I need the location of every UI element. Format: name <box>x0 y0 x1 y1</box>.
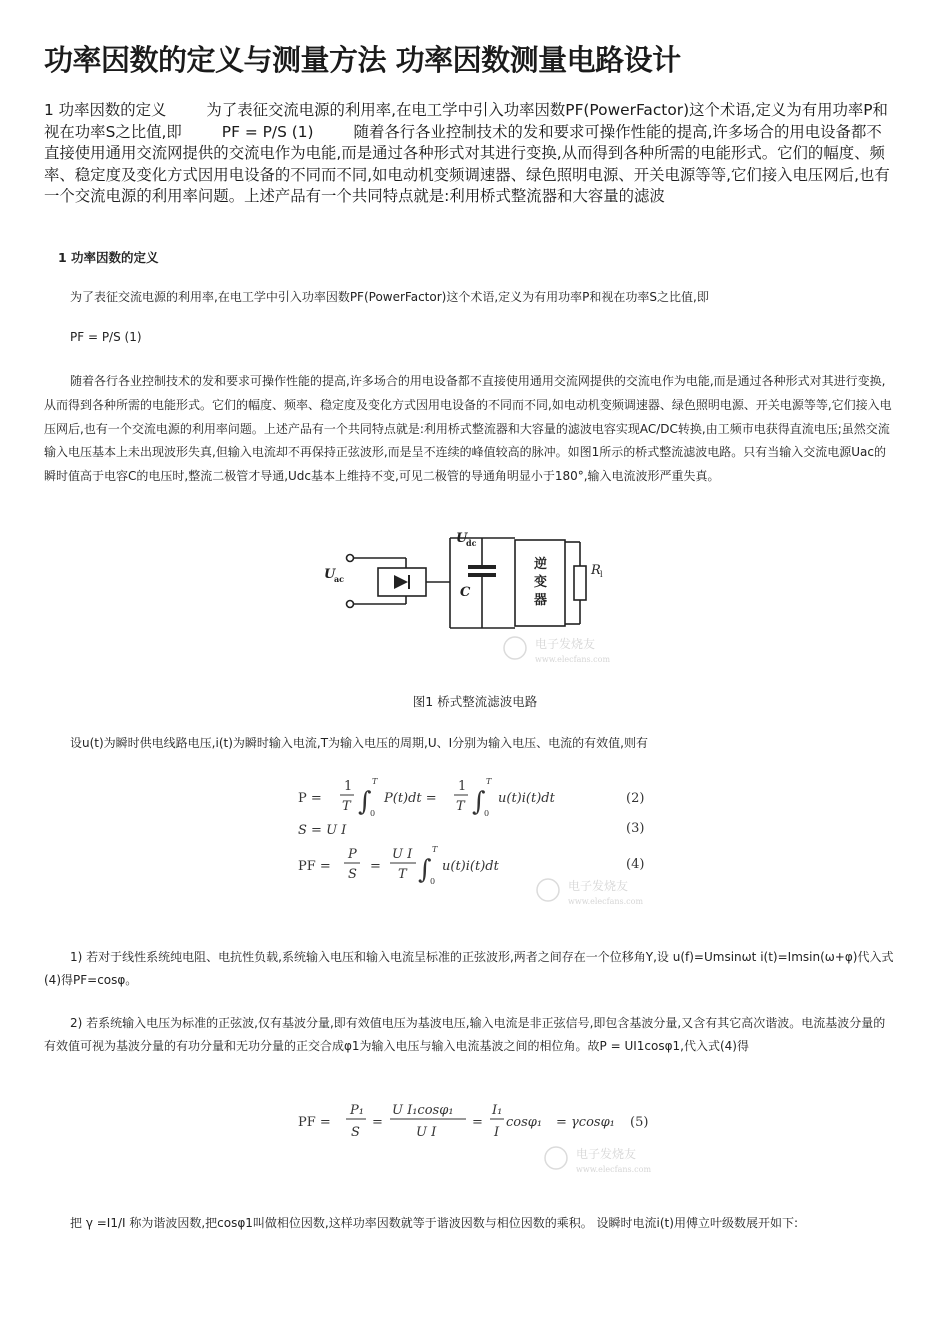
body-paragraph: 随着各行各业控制技术的发和要求可操作性能的提高,许多场合的用电设备都不直接使用通用交流网提供的交流电作为电能,而是通过各种形式对其进行变换,从而得到各种所需的电能形式。它们的幅度、频率、稳定度及变化方式因用电设备的不同而不同,如电动机变频调速器、绿色照明电源、开关电源等等,它们接入电压网后,也有一个交流电源的利用率问题。上述产品有一个共同特点就是:利用桥式整流器和大容量的滤波电容实现AC/DC转换,由工频市电获得直流电压;虽然交流输入电压基本上未出现波形失真,但输入电流却不再保持正弦波形,而是呈不连续的峰值较高的脉冲。如图1所示的桥式整流滤波电路。只有当输入交流电源Uac的瞬时值高于电容C的电压时,整流二极管才导通,Udc基本上维持不变,可见二极管的导通角明显小于180°,输入电流波形严重失真。 <box>44 374 892 484</box>
svg-text:U I: U I <box>392 847 413 862</box>
integral-icon: ∫ <box>358 787 372 817</box>
svg-text:T: T <box>432 845 438 854</box>
summary-equation: PF = P/S (1) <box>221 122 314 141</box>
diode-icon <box>394 575 408 589</box>
svg-text:电子发烧友: 电子发烧友 <box>568 879 629 893</box>
svg-text:=: = <box>472 1115 483 1130</box>
section-heading: 1 功率因数的定义 <box>58 250 159 265</box>
variables-paragraph: 设u(t)为瞬时供电线路电压,i(t)为瞬时输入电流,T为输入电压的周期,U、I分别为输入电压、电流的有效值,则有 <box>70 736 648 750</box>
equation-1: PF = P/S (1) <box>70 330 142 344</box>
svg-text:U I₁cosφ₁: U I₁cosφ₁ <box>392 1103 454 1118</box>
svg-text:PF =: PF = <box>298 859 331 874</box>
svg-text:u(t)i(t)dt: u(t)i(t)dt <box>498 791 555 806</box>
watermark <box>504 636 610 664</box>
svg-text:(2): (2) <box>626 791 645 806</box>
svg-text:www.elecfans.com: www.elecfans.com <box>576 1165 652 1174</box>
circuit-figure <box>310 528 640 678</box>
svg-text:0: 0 <box>370 809 376 818</box>
figure-caption: 图1 桥式整流滤波电路 <box>412 694 538 709</box>
svg-text:0: 0 <box>430 877 436 886</box>
watermark <box>545 1146 651 1174</box>
svg-text:1: 1 <box>344 779 353 794</box>
case-2-paragraph: 2) 若系统输入电压为标准的正弦波,仅有基波分量,即有效值电压为基波电压,输入电流是非正弦信号,即包含基波分量,又含有其它高次谐波。电流基波分量的有效值可视为基波分量的有功分量和无功分量的正交合成φ1为输入电压与输入电流基波之间的相位角。故P = UI1cosφ1,代入式(4)得 <box>44 1016 886 1053</box>
svg-text:1: 1 <box>458 779 467 794</box>
svg-text:=: = <box>370 859 381 874</box>
svg-text:P =: P = <box>298 791 322 806</box>
svg-text:www.elecfans.com: www.elecfans.com <box>535 655 611 664</box>
svg-text:S: S <box>348 867 357 882</box>
svg-text:0: 0 <box>484 809 490 818</box>
svg-text:T: T <box>342 799 351 814</box>
svg-text:u(t)i(t)dt: u(t)i(t)dt <box>442 859 499 874</box>
final-paragraph: 把 γ =I1/I 称为谐波因数,把cosφ1叫做相位因数,这样功率因数就等于谐波因数与相位因数的乘积。 设瞬时电流i(t)用傅立叶级数展开如下: <box>70 1216 798 1230</box>
intro-paragraph: 为了表征交流电源的利用率,在电工学中引入功率因数PF(PowerFactor)这个术语,定义为有用功率P和视在功率S之比值,即 <box>70 290 709 304</box>
summary-definition: 为了表征交流电源的利用率,在电工学中引入功率因数PF(PowerFactor)这个术语,定义为有用功率P和视在功率S之比值,即 <box>44 101 888 141</box>
svg-text:T: T <box>456 799 465 814</box>
svg-text:I₁: I₁ <box>492 1103 503 1118</box>
svg-text:(4): (4) <box>626 857 645 872</box>
load-label: R <box>591 563 601 578</box>
svg-text:(5): (5) <box>630 1115 649 1130</box>
watermark <box>537 878 643 906</box>
svg-text:T: T <box>486 777 492 786</box>
svg-text:P₁: P₁ <box>350 1103 364 1118</box>
summary-continuation: 随着各行各业控制技术的发和要求可操作性能的提高,许多场合的用电设备都不直接使用通用交流网提供的交流电作为电能,而是通过各种形式对其进行变换,从而得到各种所需的电能形式。它们的幅度、频率、稳定度及变化方式因用电设备的不同而不同,如电动机变频调速器、绿色照明电源、开关电源等等,它们接入电压网后,也有一个交流电源的利用率问题。上述产品有一个共同特点就是:利用桥式整流器和大容量的滤波 <box>44 122 890 206</box>
watermark-logo-icon <box>504 637 526 659</box>
capacitor-label: C <box>460 585 471 600</box>
capacitor-plate-bottom <box>468 573 496 577</box>
svg-text:= γcosφ₁: = γcosφ₁ <box>556 1115 615 1130</box>
equation-5 <box>294 1096 674 1178</box>
svg-text:电子发烧友: 电子发烧友 <box>535 637 596 651</box>
svg-text:U I: U I <box>416 1125 437 1140</box>
page-title: 功率因数的定义与测量方法 功率因数测量电路设计 <box>44 43 681 77</box>
svg-text:电子发烧友: 电子发烧友 <box>576 1147 637 1161</box>
uac-sub: ac <box>334 574 345 584</box>
svg-text:T: T <box>398 867 407 882</box>
svg-text:∫: ∫ <box>418 855 432 885</box>
equations-2-4 <box>290 772 670 912</box>
summary-paragraph <box>44 100 894 208</box>
watermark-logo-icon <box>537 879 559 901</box>
svg-text:=: = <box>372 1115 383 1130</box>
load-sub: l <box>600 570 603 579</box>
capacitor-plate-top <box>468 565 496 569</box>
svg-text:www.elecfans.com: www.elecfans.com <box>568 897 644 906</box>
inverter-label-3: 器 <box>534 593 548 608</box>
svg-text:S: S <box>351 1125 360 1140</box>
svg-text:cosφ₁: cosφ₁ <box>506 1115 543 1130</box>
summary-heading: 1 功率因数的定义 <box>44 101 167 119</box>
svg-text:I: I <box>494 1125 500 1140</box>
svg-text:P(t)dt =: P(t)dt = <box>384 791 437 806</box>
udc-label: U <box>456 531 468 546</box>
inverter-label-1: 逆 <box>534 557 548 572</box>
uac-label: U <box>324 567 336 582</box>
inverter-label-2: 变 <box>534 575 548 590</box>
udc-sub: dc <box>466 538 477 548</box>
svg-text:PF =: PF = <box>298 1115 331 1130</box>
svg-text:∫: ∫ <box>472 787 486 817</box>
watermark-logo-icon <box>545 1147 567 1169</box>
case-1-paragraph: 1) 若对于线性系统纯电阻、电抗性负载,系统输入电压和输入电流呈标准的正弦波形,两者之间存在一个位移角Y,设 u(f)=Umsinωt i(t)=Imsin(ω+φ)代入式(4)得PF=cosφ。 <box>44 950 894 987</box>
svg-text:(3): (3) <box>626 821 645 836</box>
svg-text:S = U I: S = U I <box>298 823 347 838</box>
svg-text:T: T <box>372 777 378 786</box>
svg-text:P: P <box>348 847 357 862</box>
terminal-top <box>347 555 354 562</box>
terminal-bottom <box>347 601 354 608</box>
